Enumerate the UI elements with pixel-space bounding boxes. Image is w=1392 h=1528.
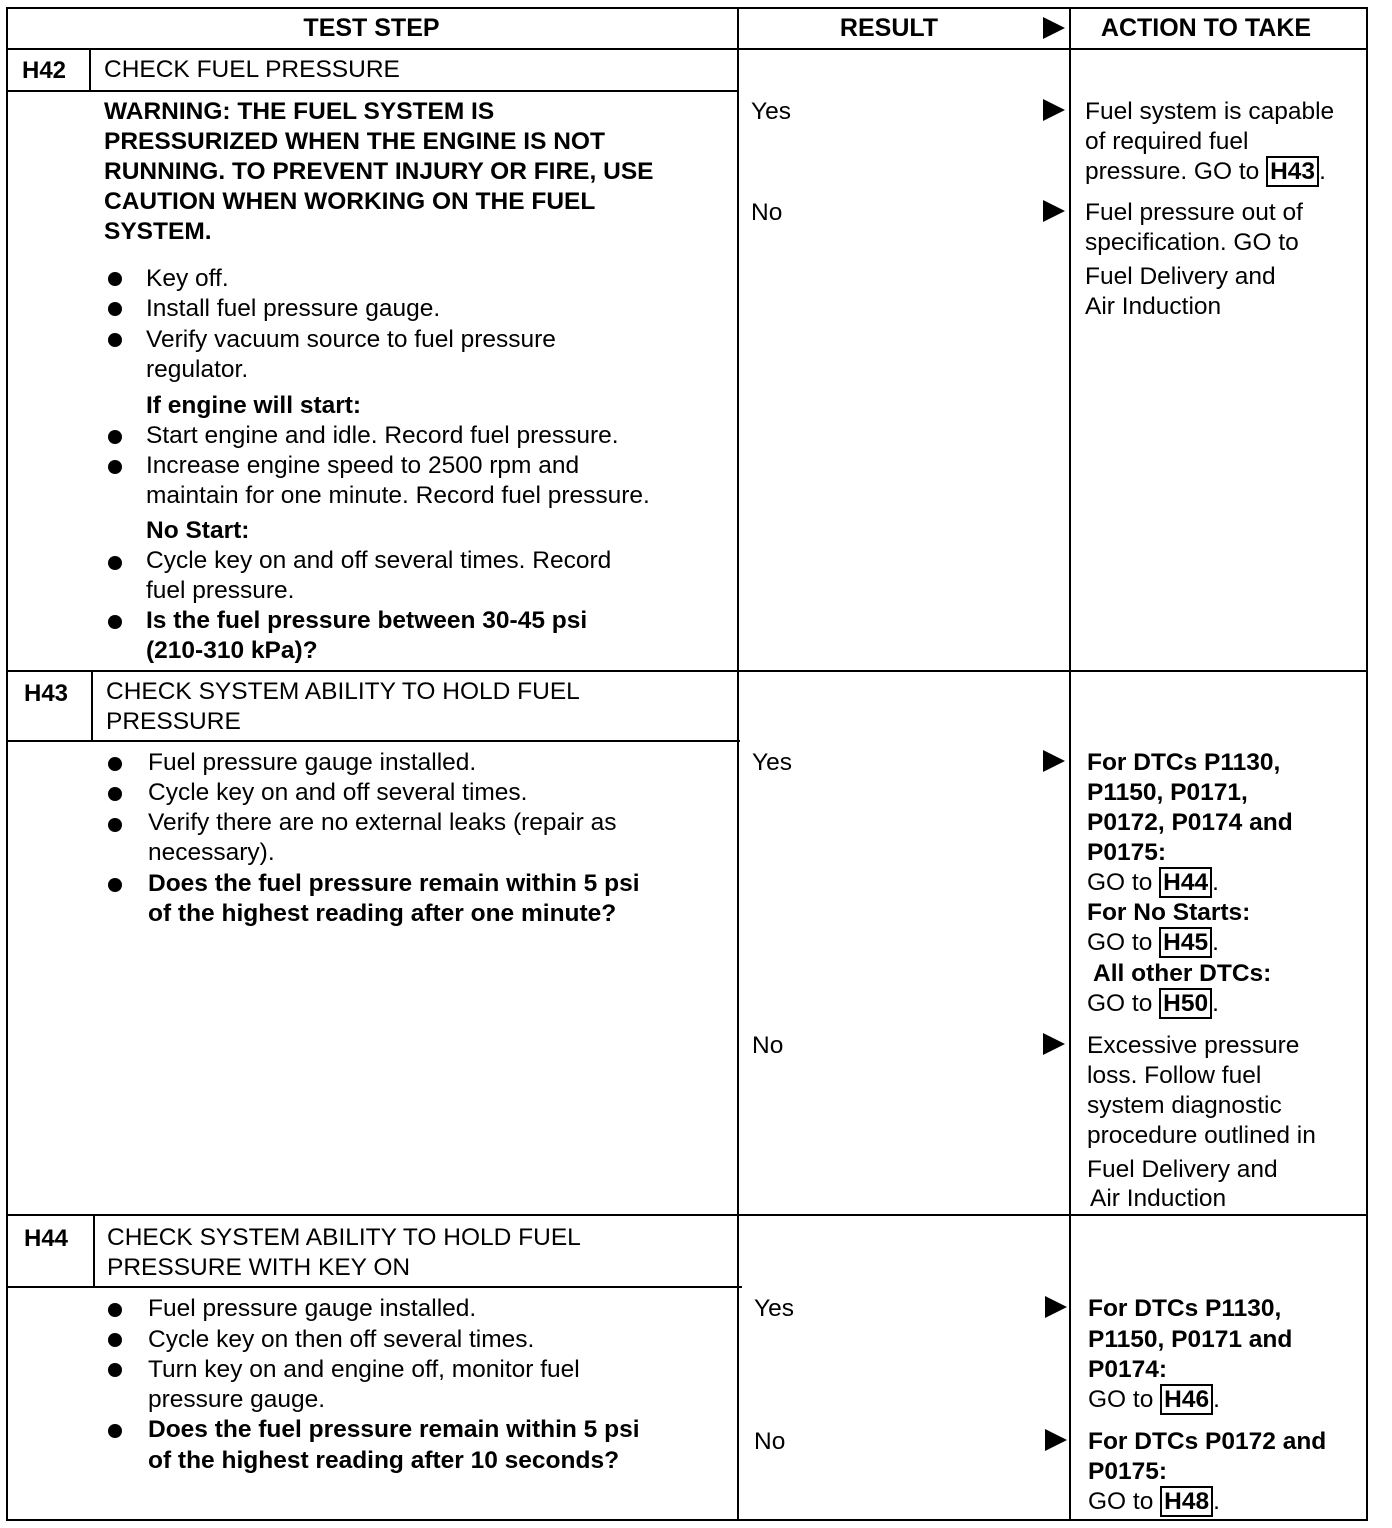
arrow-icon [1045,1296,1067,1318]
h44-id: H44 [24,1225,69,1252]
goto-h48-ref: H48 [1160,1486,1213,1517]
table-border-left [6,7,8,1521]
h43-yes-action-3: P0172, P0174 and [1087,809,1293,836]
h44-step-2: Cycle key on then off several times. [148,1326,535,1353]
h43-result-no: No [752,1032,784,1059]
bullet-icon [108,1303,122,1317]
bullet-icon [108,878,122,892]
bullet-icon [108,818,122,832]
h42-warning-line-3: RUNNING. TO PREVENT INJURY OR FIRE, USE [104,158,654,185]
h43-yes-action-2: P1150, P0171, [1087,779,1248,806]
table-border-top [6,7,1368,9]
bullet-icon [108,460,122,474]
h44-step-3a: Turn key on and engine off, monitor fuel [148,1356,580,1383]
goto-h45-ref: H45 [1159,927,1212,958]
h44-yes-action-2: P1150, P0171 and [1088,1326,1293,1353]
goto-h44-ref: H44 [1159,867,1212,898]
h42-warning-line-1: WARNING: THE FUEL SYSTEM IS [104,98,495,125]
h42-step-3b: regulator. [146,356,249,383]
h42-warning-line-2: PRESSURIZED WHEN THE ENGINE IS NOT [104,128,605,155]
bullet-icon [108,1333,122,1347]
bullet-icon [108,1424,122,1438]
h44-no-goto: GO to H48 . [1088,1488,1220,1515]
h42-warning-line-4: CAUTION WHEN WORKING ON THE FUEL [104,188,596,215]
h43-title-1: CHECK SYSTEM ABILITY TO HOLD FUEL [106,678,580,705]
bullet-icon [108,757,122,771]
col-divider-result [1069,7,1071,1521]
bullet-icon [108,615,122,629]
arrow-icon [1043,1033,1065,1055]
h43-question-a: Does the fuel pressure remain within 5 psi [148,870,640,897]
table-border-right [1366,7,1368,1521]
h42-title-line [6,90,738,92]
arrow-icon [1043,750,1065,772]
h44-no-action-2: P0175: [1088,1458,1168,1485]
h43-yes-goto-3: GO to H50 . [1087,990,1219,1017]
h43-title-2: PRESSURE [106,708,241,735]
h42-result-no: No [751,199,783,226]
h44-yes-action-1: For DTCs P1130, [1088,1295,1282,1322]
h42-sub-engine-start: If engine will start: [146,392,362,419]
bullet-icon [108,272,122,286]
h42-sub-no-start: No Start: [146,517,250,544]
h42-title: CHECK FUEL PRESSURE [104,56,400,83]
arrow-icon [1043,99,1065,121]
h43-yes-action-5: For No Starts: [1087,899,1251,926]
col-divider-step [737,7,739,1521]
header-test-step: TEST STEP [303,14,440,42]
h42-no-action-1: Fuel pressure out of [1085,199,1303,226]
h42-step-5b: maintain for one minute. Record fuel pressure. [146,482,650,509]
h44-result-no: No [754,1428,786,1455]
h43-no-action-5: Fuel Delivery and [1087,1156,1278,1183]
h42-question-a: Is the fuel pressure between 30-45 psi [146,607,588,634]
h44-title-line [6,1286,742,1288]
arrow-icon [1045,1429,1067,1451]
goto-h46-ref: H46 [1160,1384,1213,1415]
h42-id: H42 [22,57,67,84]
h43-id-divider [91,670,93,742]
header-bottom-line [6,48,1368,50]
h42-no-action-3: Fuel Delivery and [1085,263,1276,290]
h44-result-yes: Yes [754,1295,794,1322]
h42-id-divider [89,48,91,92]
arrow-icon [1043,200,1065,222]
h44-top-line [6,1214,1368,1216]
bullet-icon [108,1363,122,1377]
h43-yes-action-4: P0175: [1087,839,1167,866]
h42-no-action-2: specification. GO to [1085,229,1299,256]
h43-result-yes: Yes [752,749,792,776]
h43-top-line [6,670,1368,672]
h44-step-1: Fuel pressure gauge installed. [148,1295,477,1322]
h44-question-b: of the highest reading after 10 seconds? [148,1447,620,1474]
h42-step-6a: Cycle key on and off several times. Record [146,547,612,574]
h42-yes-action-3: pressure. GO to H43 . [1085,158,1326,185]
h42-step-6b: fuel pressure. [146,577,295,604]
h44-no-action-1: For DTCs P0172 and [1088,1428,1327,1455]
h43-id: H43 [24,680,69,707]
h43-no-action-4: procedure outlined in [1087,1122,1316,1149]
h43-step-3a: Verify there are no external leaks (repair as [148,809,617,836]
bullet-icon [108,430,122,444]
h43-yes-goto-1: GO to H44 . [1087,869,1219,896]
h43-yes-action-6: All other DTCs: [1093,960,1272,987]
goto-h43-ref: H43 [1266,156,1319,187]
h44-id-divider [93,1214,95,1288]
h42-step-1: Key off. [146,265,229,292]
h43-no-action-2: loss. Follow fuel [1087,1062,1262,1089]
h42-step-5a: Increase engine speed to 2500 rpm and [146,452,580,479]
h44-title-1: CHECK SYSTEM ABILITY TO HOLD FUEL [107,1224,581,1251]
h44-yes-goto: GO to H46 . [1088,1386,1220,1413]
bullet-icon [108,556,122,570]
table-border-bottom [6,1519,1368,1521]
h42-step-2: Install fuel pressure gauge. [146,295,441,322]
h44-step-3b: pressure gauge. [148,1386,326,1413]
h42-yes-action-1: Fuel system is capable [1085,98,1335,125]
header-arrow-icon [1043,17,1065,39]
h43-step-3b: necessary). [148,839,275,866]
h43-no-action-1: Excessive pressure [1087,1032,1300,1059]
h43-no-action-3: system diagnostic [1087,1092,1282,1119]
h44-question-a: Does the fuel pressure remain within 5 psi [148,1416,640,1443]
bullet-icon [108,787,122,801]
h42-question-b: (210-310 kPa)? [146,637,318,664]
h43-step-2: Cycle key on and off several times. [148,779,528,806]
header-result: RESULT [839,14,939,42]
h42-step-3a: Verify vacuum source to fuel pressure [146,326,556,353]
header-action: ACTION TO TAKE [1100,14,1312,42]
h43-step-1: Fuel pressure gauge installed. [148,749,477,776]
h42-step-4: Start engine and idle. Record fuel pressure. [146,422,619,449]
bullet-icon [108,333,122,347]
h44-yes-action-3: P0174: [1088,1356,1168,1383]
h42-warning-line-5: SYSTEM. [104,218,212,245]
h43-question-b: of the highest reading after one minute? [148,900,617,927]
h44-title-2: PRESSURE WITH KEY ON [107,1254,411,1281]
goto-h50-ref: H50 [1159,988,1212,1019]
h42-yes-action-2: of required fuel [1085,128,1249,155]
h43-no-action-6: Air Induction [1090,1185,1227,1212]
h42-result-yes: Yes [751,98,791,125]
bullet-icon [108,302,122,316]
h43-yes-goto-2: GO to H45 . [1087,929,1219,956]
h43-title-line [6,740,740,742]
h43-yes-action-1: For DTCs P1130, [1087,749,1281,776]
h42-no-action-4: Air Induction [1085,293,1222,320]
